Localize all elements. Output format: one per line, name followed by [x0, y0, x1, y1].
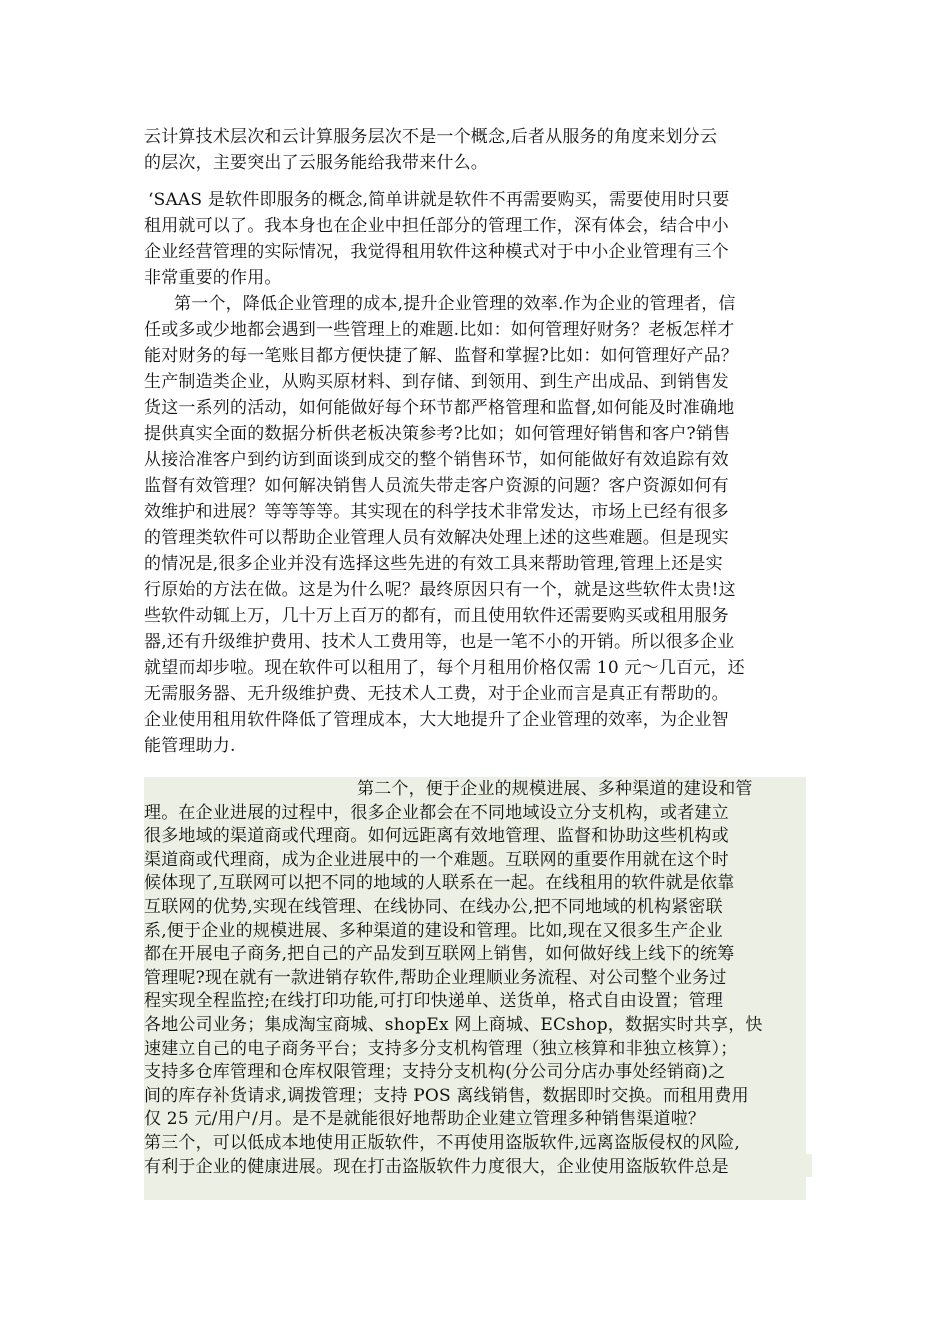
text-line: 效维护和进展？等等等等。其实现在的科学技术非常发达，市场上已经有很多	[144, 502, 729, 522]
text-line: 提供真实全面的数据分析供老板决策参考?比如；如何管理好销售和客户?销售	[144, 424, 731, 444]
text-line: 仅 25 元/用户/月。是不是就能很好地帮助企业建立管理多种销售渠道啦？	[144, 1109, 706, 1129]
text-line: 企业使用租用软件降低了管理成本，大大地提升了企业管理的效率，为企业智	[144, 710, 729, 730]
text-line: 的层次，主要突出了云服务能给我带来什么。	[144, 153, 488, 173]
text-line: 企业经营管理的实际情况，我觉得租用软件这种模式对于中小企业管理有三个	[144, 242, 729, 262]
text-line: 候体现了,互联网可以把不同的地域的人联系在一起。在线租用的软件就是依靠	[144, 873, 735, 893]
text-line: 无需服务器、无升级维护费、无技术人工费，对于企业而言是真正有帮助的。	[144, 684, 729, 704]
text-line: 程实现全程监控;在线打印功能,可打印快递单、送货单，格式自由设置；管理	[144, 991, 724, 1011]
text-line: 渠道商或代理商，成为企业进展中的一个难题。互联网的重要作用就在这个时	[144, 850, 729, 870]
text-line: 互联网的优势,实现在线管理、在线协同、在线办公,把不同地域的机构紧密联	[144, 897, 723, 917]
text-line: 云计算技术层次和云计算服务层次不是一个概念,后者从服务的角度来划分云	[144, 127, 718, 147]
text-line: 系,便于企业的规模进展、多种渠道的建设和管理。比如,现在又很多生产企业	[144, 921, 723, 941]
text-line: 的情况是,很多企业并没有选择这些先进的有效工具来帮助管理,管理上还是实	[144, 554, 723, 574]
text-line: 些软件动辄上万，几十万上百万的都有，而且使用软件还需要购买或租用服务	[144, 606, 729, 626]
text-line: 第一个，降低企业管理的成本,提升企业管理的效率.作为企业的管理者，信	[174, 294, 736, 314]
text-line: 从接洽准客户到约访到面谈到成交的整个销售环节，如何能做好有效追踪有效	[144, 450, 729, 470]
text-line: 间的库存补货请求,调拨管理；支持 POS 离线销售，数据即时交换。而租用费用	[144, 1086, 749, 1106]
text-line: 监督有效管理？如何解决销售人员流失带走客户资源的问题？客户资源如何有	[144, 476, 729, 496]
text-line: 很多地域的渠道商或代理商。如何远距离有效地管理、监督和协助这些机构或	[144, 826, 729, 846]
text-line: 器,还有升级维护费用、技术人工费用等，也是一笔不小的开销。所以很多企业	[144, 632, 735, 652]
text-line: 的管理类软件可以帮助企业管理人员有效解决处理上述的这些难题。但是现实	[144, 528, 729, 548]
text-line: 就望而却步啦。现在软件可以租用了，每个月租用价格仅需 10 元～几百元，还	[144, 658, 745, 678]
text-line: 第三个，可以低成本地使用正版软件，不再使用盗版软件,远离盗版侵权的风险,	[144, 1133, 741, 1153]
text-line: ‘SAAS 是软件即服务的概念,简单讲就是软件不再需要购买，需要使用时只要	[148, 190, 730, 210]
text-line: 都在开展电子商务,把自己的产品发到互联网上销售，如何做好线上线下的统筹	[144, 944, 735, 964]
text-line: 能对财务的每一笔账目都方便快捷了解、监督和掌握?比如：如何管理好产品？	[144, 346, 739, 366]
text-line: 租用就可以了。我本身也在企业中担任部分的管理工作，深有体会，结合中小	[144, 216, 729, 236]
text-line: 速建立自己的电子商务平台；支持多分支机构管理（独立核算和非独立核算）；	[144, 1039, 738, 1059]
text-line: 货这一系列的活动，如何能做好每个环节都严格管理和监督,如何能及时准确地	[144, 398, 735, 418]
text-line: 管理呢?现在就有一款进销存软件,帮助企业理顺业务流程、对公司整个业务过	[144, 968, 727, 988]
text-line: 能管理助力.	[144, 736, 236, 756]
text-line: 行原始的方法在做。这是为什么呢？最终原因只有一个，就是这些软件太贵!这	[144, 580, 736, 600]
text-line: 理。在企业进展的过程中，很多企业都会在不同地域设立分支机构，或者建立	[144, 803, 729, 823]
text-line: 第二个，便于企业的规模进展、多种渠道的建设和管	[357, 779, 753, 799]
text-line: 支持多仓库管理和仓库权限管理；支持分支机构(分公司分店办事处经销商)之	[144, 1062, 726, 1082]
text-line: 生产制造类企业，从购买原材料、到存储、到领用、到生产出成品、到销售发	[144, 372, 729, 392]
text-line: 非常重要的作用。	[144, 268, 282, 288]
text-line: 任或多或少地都会遇到一些管理上的难题.比如：如何管理好财务？老板怎样才	[144, 320, 735, 340]
text-line: 各地公司业务；集成淘宝商城、shopEx 网上商城、ECshop，数据实时共享，快	[144, 1015, 763, 1035]
text-line: 有利于企业的健康进展。现在打击盗版软件力度很大，企业使用盗版软件总是	[144, 1157, 729, 1177]
